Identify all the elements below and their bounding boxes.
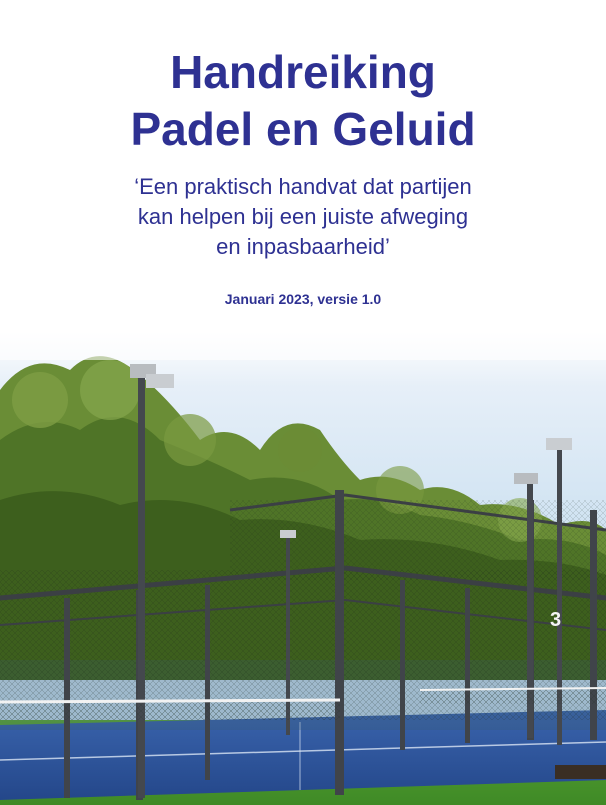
subtitle-line-1: ‘Een praktisch handvat dat partijen (134, 174, 472, 199)
subtitle-line-3: en inpasbaarheid’ (216, 234, 390, 259)
bench (555, 765, 606, 779)
title-line-1: Handreiking (170, 46, 436, 98)
publication-date: Januari 2023, versie 1.0 (224, 291, 382, 307)
title-line-2: Padel en Geluid (130, 103, 476, 155)
cover-header (0, 0, 606, 340)
padel-court-illustration (0, 330, 606, 805)
padel-court-photo (0, 330, 606, 805)
court-number: 3 (550, 609, 562, 631)
subtitle-line-2: kan helpen bij een juiste afweging (137, 204, 469, 229)
